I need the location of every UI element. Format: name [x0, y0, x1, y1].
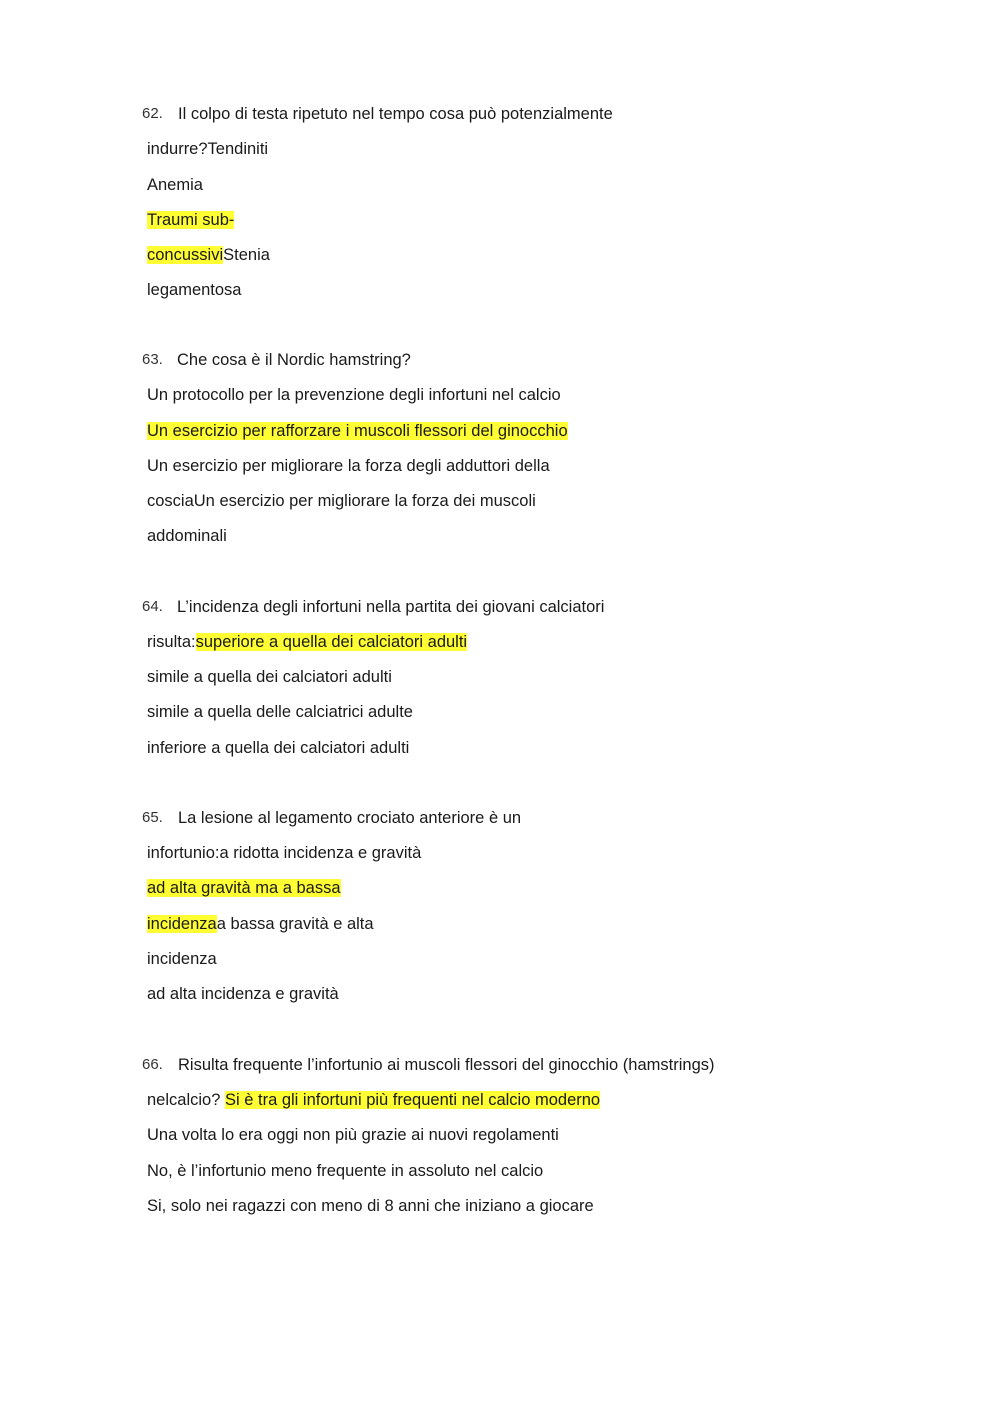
answer-text: inferiore a quella dei calciatori adulti: [147, 739, 410, 757]
answer-line: [147, 420, 568, 442]
question-text: Risulta frequente l’infortunio ai muscoli flessori del ginocchio (hamstrings): [178, 1056, 715, 1074]
answer-text: incidenza: [147, 950, 217, 968]
highlighted-answer: Traumi sub-: [147, 211, 235, 229]
answer-line: [147, 631, 467, 653]
answer-line: [147, 384, 561, 406]
question-number: 66.: [142, 1056, 163, 1073]
question-text: Che cosa è il Nordic hamstring?: [177, 351, 411, 369]
answer-line: [147, 1124, 559, 1146]
answer-line: [147, 666, 392, 688]
highlighted-answer: incidenza: [147, 915, 217, 933]
answer-line: [147, 877, 341, 899]
answer-line: [147, 1089, 600, 1111]
answer-line: [147, 948, 217, 970]
answer-text: ad alta incidenza e gravità: [147, 985, 339, 1003]
question-number: 62.: [142, 105, 163, 122]
answer-text: infortunio:a ridotta incidenza e gravità: [147, 844, 422, 862]
highlighted-answer: concussivi: [147, 246, 224, 264]
answer-line: [147, 279, 241, 301]
answer-line: [147, 737, 409, 759]
answer-line: [147, 701, 413, 723]
question-text: Il colpo di testa ripetuto nel tempo cosa può potenzialmente: [178, 105, 613, 123]
answer-text: a bassa gravità e alta: [216, 915, 374, 933]
answer-text: Un esercizio per migliorare la forza degli adduttori della: [147, 457, 550, 475]
answer-text: Si, solo nei ragazzi con meno di 8 anni che iniziano a giocare: [147, 1197, 594, 1215]
answer-line: [147, 842, 421, 864]
answer-line: [147, 138, 268, 160]
question-number: 65.: [142, 809, 163, 826]
answer-text: Stenia: [223, 246, 270, 264]
answer-text: addominali: [147, 527, 227, 545]
question-number: 64.: [142, 598, 163, 615]
answer-text: simile a quella delle calciatrici adulte: [147, 703, 413, 721]
answer-line: [147, 174, 203, 196]
highlighted-answer: superiore a quella dei calciatori adulti: [195, 633, 468, 651]
answer-line: [147, 244, 270, 266]
highlighted-answer: Un esercizio per rafforzare i muscoli flessori del ginocchio: [147, 422, 568, 440]
answer-text: indurre?Tendiniti: [147, 140, 269, 158]
answer-line: [147, 525, 227, 547]
answer-text: Una volta lo era oggi non più grazie ai nuovi regolamenti: [147, 1126, 559, 1144]
answer-text: nelcalcio?: [147, 1091, 225, 1109]
question-text: L’incidenza degli infortuni nella partita dei giovani calciatori: [177, 598, 605, 616]
answer-text: cosciaUn esercizio per migliorare la forza dei muscoli: [147, 492, 536, 510]
question-text: La lesione al legamento crociato anteriore è un: [178, 809, 522, 827]
answer-text: risulta:: [147, 633, 196, 651]
answer-text: simile a quella dei calciatori adulti: [147, 668, 392, 686]
answer-line: [147, 490, 536, 512]
answer-text: No, è l’infortunio meno frequente in assoluto nel calcio: [147, 1162, 544, 1180]
answer-text: Anemia: [147, 176, 203, 194]
highlighted-answer: Si è tra gli infortuni più frequenti nel calcio moderno: [224, 1091, 601, 1109]
answer-text: Un protocollo per la prevenzione degli infortuni nel calcio: [147, 386, 561, 404]
answer-line: [147, 455, 550, 477]
answer-text: legamentosa: [147, 281, 242, 299]
answer-line: [147, 913, 374, 935]
question-number: 63.: [142, 351, 163, 368]
answer-line: [147, 1160, 543, 1182]
answer-line: [147, 983, 339, 1005]
answer-line: [147, 1195, 594, 1217]
answer-line: [147, 209, 234, 231]
highlighted-answer: ad alta gravità ma a bassa: [147, 879, 341, 897]
